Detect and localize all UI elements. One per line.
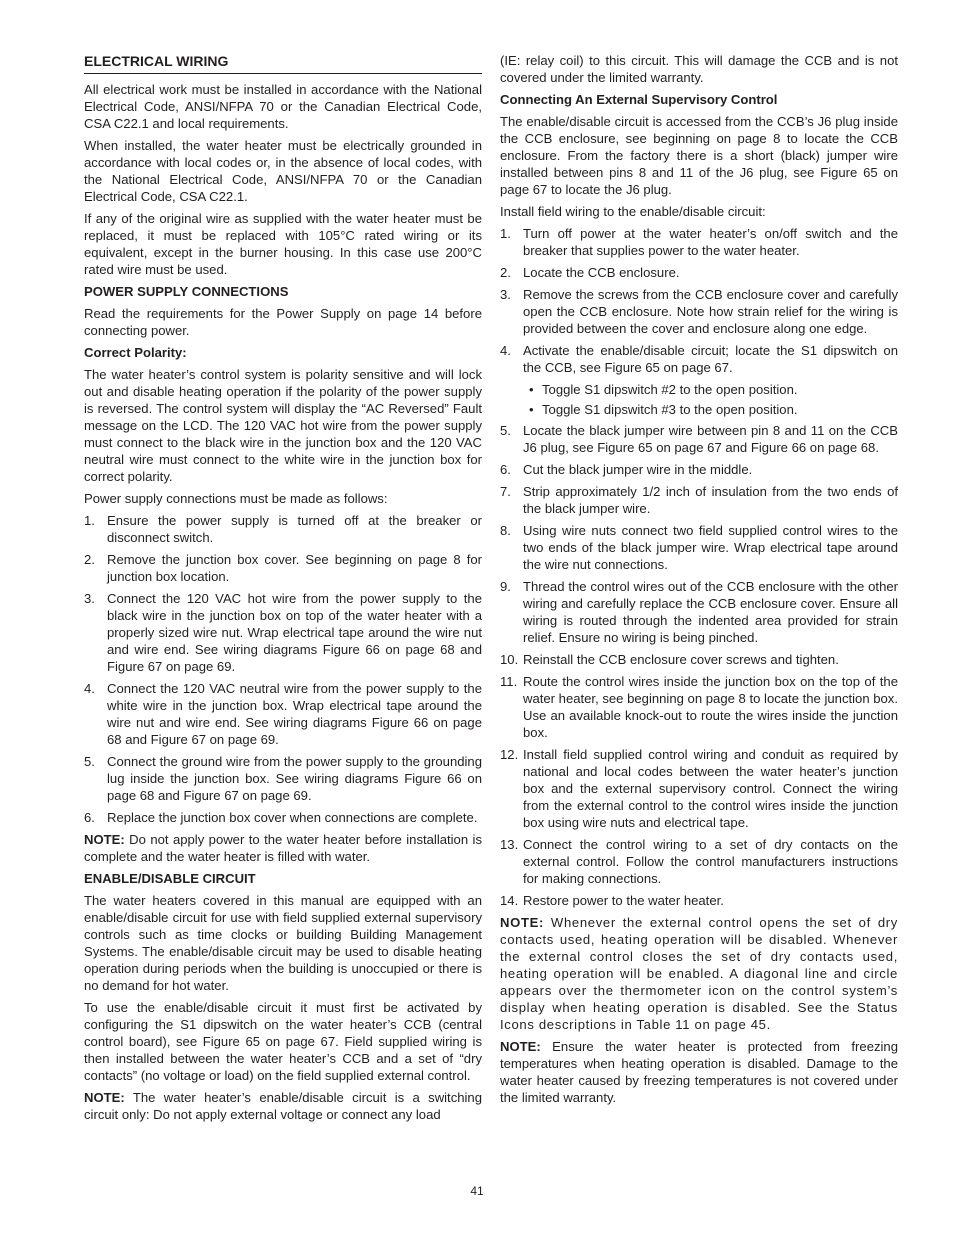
step-number: 14.	[500, 893, 519, 908]
step-number: 8.	[500, 523, 511, 538]
list-intro: Install field wiring to the enable/disable circuit:	[500, 204, 766, 219]
note	[84, 1089, 482, 1123]
list-item	[500, 651, 898, 668]
note-label: NOTE:	[500, 1039, 541, 1054]
list-item	[500, 483, 898, 517]
step-text: Using wire nuts connect two field supplied control wires to the two ends of the black jumper wire. Wrap electrical tape around the wire nut connections.	[523, 523, 898, 572]
list-item	[500, 746, 898, 831]
step-number: 11.	[500, 674, 518, 689]
list-item	[500, 264, 898, 281]
list-item	[84, 753, 482, 804]
left-column	[84, 52, 482, 1128]
step-number: 6.	[500, 462, 511, 477]
step-text: Cut the black jumper wire in the middle.	[523, 462, 753, 477]
subheading-correct-polarity: Correct Polarity:	[84, 345, 187, 360]
step-text: Turn off power at the water heater’s on/off switch and the breaker that supplies power to the water heater.	[523, 226, 898, 258]
paragraph: All electrical work must be installed in accordance with the National Electrical Code, ANSI/NFPA 70 or the Canadian Electrical Code, CSA C22.1 and local requirements.	[84, 82, 482, 131]
note	[500, 914, 898, 1033]
step-number: 1.	[500, 226, 511, 241]
bullet-text: Toggle S1 dipswitch #2 to the open position.	[542, 382, 798, 397]
paragraph: When installed, the water heater must be electrically grounded in accordance with local codes or, in the absence of local codes, with the National Electrical Code, ANSI/NFPA 70 or the Canadian Electrical Code, CSA C22.1.	[84, 138, 482, 204]
step-text: Remove the screws from the CCB enclosure cover and carefully open the CCB enclosure. Note how strain relief for the wiring is provided between the cover and enclosure along one edge.	[523, 287, 898, 336]
subheading-external-supervisory-control: Connecting An External Supervisory Control	[500, 92, 778, 107]
bullet-item	[523, 381, 898, 398]
step-text: Locate the black jumper wire between pin 8 and 11 on the CCB J6 plug, see Figure 65 on page 67 and Figure 66 on page 68.	[523, 423, 898, 455]
step-text: Connect the control wiring to a set of dry contacts on the external control. Follow the control manufacturers instructions for making connections.	[523, 837, 898, 886]
paragraph: To use the enable/disable circuit it must first be activated by configuring the S1 dipswitch on the water heater’s CCB (central control board), see Figure 65 on page 67. Field supplied wiring is then installed between the water heater’s CCB and a set of “dry contacts” (no voltage or load) on the field supplied external control.	[84, 1000, 482, 1083]
list-item	[84, 590, 482, 675]
subheading-enable-disable: ENABLE/DISABLE CIRCUIT	[84, 871, 256, 886]
paragraph: The enable/disable circuit is accessed from the CCB’s J6 plug inside the CCB enclosure, see beginning on page 8 to locate the CCB enclosure. From the factory there is a short (black) jumper wire installed between pins 8 and 11 of the J6 plug, see Figure 65 on page 67 to locate the J6 plug.	[500, 114, 898, 197]
step-text: Reinstall the CCB enclosure cover screws and tighten.	[523, 652, 839, 667]
list-item	[500, 342, 898, 376]
step-number: 13.	[500, 837, 519, 852]
paragraph: If any of the original wire as supplied with the water heater must be replaced, it must be replaced with 105°C rated wiring or its equivalent, except in the burner housing. In this case use 200°C rated wire must be used.	[84, 211, 482, 277]
paragraph: (IE: relay coil) to this circuit. This will damage the CCB and is not covered under the limited warranty.	[500, 53, 898, 85]
step-number: 4.	[500, 343, 511, 358]
note	[84, 831, 482, 865]
field-wiring-steps	[500, 225, 898, 376]
note-label: NOTE:	[84, 832, 125, 847]
step-text: Thread the control wires out of the CCB enclosure with the other wiring and carefully replace the CCB enclosure cover. Ensure all wiring is routed through the indented area provided for strain relief. Ensure no wiring is being pinched.	[523, 579, 898, 645]
step-text: Install field supplied control wiring and conduit as required by national and local codes between the water heater’s junction box and the external supervisory control. Connect the wiring from the external control to the control wires inside the junction box using wire nuts and electrical tape.	[523, 747, 898, 830]
note-text: The water heater’s enable/disable circuit is a switching circuit only: Do not apply external voltage or connect any load	[84, 1090, 482, 1122]
note-text: Ensure the water heater is protected from freezing temperatures when heating operation is disabled. Damage to the water heater caused by freezing temperatures is not covered under the limited warranty.	[500, 1039, 898, 1105]
list-item	[84, 680, 482, 748]
step-text: Locate the CCB enclosure.	[523, 265, 680, 280]
step-text: Connect the 120 VAC hot wire from the power supply to the black wire in the junction box on top of the water heater with a properly sized wire nut. Wrap electrical tape around the wire nut and wire end. See wiring diagrams Figure 66 on page 68 and Figure 67 on page 69.	[107, 591, 482, 674]
step-text: Route the control wires inside the junction box on the top of the water heater, see beginning on page 8 to locate the junction box. Use an available knock-out to route the wires inside the junction box.	[523, 674, 898, 740]
field-wiring-steps-continued	[500, 422, 898, 909]
power-supply-steps	[84, 512, 482, 826]
step-number: 4.	[84, 681, 95, 696]
step-text: Remove the junction box cover. See beginning on page 8 for junction box location.	[107, 552, 482, 584]
note-text: Whenever the external control opens the set of dry contacts used, heating operation will be disabled. Whenever the external control closes the set of dry contacts used, heating operation will be enabled. A diagonal line and circle appears over the thermometer icon on the control system’s display when heating operation is disabled. See the Status Icons descriptions in Table 11 on page 45.	[500, 915, 898, 1032]
list-item	[500, 522, 898, 573]
list-intro: Power supply connections must be made as follows:	[84, 491, 388, 506]
list-item	[500, 286, 898, 337]
list-item	[500, 836, 898, 887]
step-number: 7.	[500, 484, 511, 499]
step-text: Ensure the power supply is turned off at the breaker or disconnect switch.	[107, 513, 482, 545]
note-text: Do not apply power to the water heater before installation is complete and the water heater is filled with water.	[84, 832, 482, 864]
step-number: 3.	[84, 591, 95, 606]
list-item	[500, 892, 898, 909]
step-number: 1.	[84, 513, 95, 528]
paragraph: The water heater’s control system is polarity sensitive and will lock out and disable heating operation if the polarity of the power supply is reversed. The control system will display the “AC Reversed” Fault message on the LCD. The 120 VAC hot wire from the power supply must connect to the black wire in the junction box and the 120 VAC neutral wire must connect to the white wire in the junction box for correct polarity.	[84, 367, 482, 484]
list-item	[84, 551, 482, 585]
subheading-power-supply: POWER SUPPLY CONNECTIONS	[84, 284, 289, 299]
step-number: 9.	[500, 579, 511, 594]
step-number: 3.	[500, 287, 511, 302]
step-text: Connect the ground wire from the power supply to the grounding lug inside the junction box. See wiring diagrams Figure 66 on page 68 and Figure 67 on page 69.	[107, 754, 482, 803]
list-item	[84, 512, 482, 546]
step-text: Activate the enable/disable circuit; locate the S1 dipswitch on the CCB, see Figure 65 on page 67.	[523, 343, 898, 375]
bullet-text: Toggle S1 dipswitch #3 to the open position.	[542, 402, 798, 417]
note-label: NOTE:	[500, 915, 545, 930]
right-column	[500, 52, 898, 1111]
bullet-icon: •	[529, 382, 534, 397]
step-number: 2.	[500, 265, 511, 280]
page-number: 41	[470, 1184, 484, 1198]
list-item	[500, 578, 898, 646]
note-label: NOTE:	[84, 1090, 125, 1105]
dipswitch-bullets	[500, 381, 898, 418]
step-number: 5.	[500, 423, 511, 438]
step-text: Connect the 120 VAC neutral wire from the power supply to the white wire in the junction box. Wrap electrical tape around the wire nut and wire end. See wiring diagrams Figure 66 on page 68 and Figure 67 on page 69.	[107, 681, 482, 747]
bullet-item	[523, 401, 898, 418]
step-number: 12.	[500, 747, 519, 762]
list-item	[500, 673, 898, 741]
list-item	[500, 225, 898, 259]
paragraph: Read the requirements for the Power Supply on page 14 before connecting power.	[84, 306, 482, 338]
step-text: Restore power to the water heater.	[523, 893, 724, 908]
step-number: 10.	[500, 652, 519, 667]
step-text: Replace the junction box cover when connections are complete.	[107, 810, 478, 825]
paragraph: The water heaters covered in this manual are equipped with an enable/disable circuit for use with field supplied external supervisory controls such as time clocks or building Building Management Systems. The enable/disable circuit may be used to disable heating operation during periods when the building is unoccupied or there is no demand for hot water.	[84, 893, 482, 993]
step-number: 2.	[84, 552, 95, 567]
step-number: 5.	[84, 754, 95, 769]
note	[500, 1038, 898, 1106]
list-item	[500, 422, 898, 456]
list-item	[500, 461, 898, 478]
list-item	[84, 809, 482, 826]
section-heading-electrical-wiring: ELECTRICAL WIRING	[84, 52, 482, 74]
step-text: Strip approximately 1/2 inch of insulation from the two ends of the black jumper wire.	[523, 484, 898, 516]
step-number: 6.	[84, 810, 95, 825]
bullet-icon: •	[529, 402, 534, 417]
